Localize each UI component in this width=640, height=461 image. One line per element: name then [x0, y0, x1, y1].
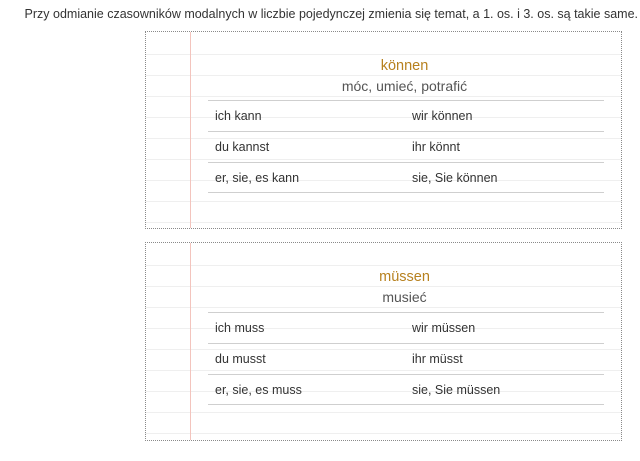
conjugation-table	[208, 100, 604, 193]
conjugation-card-koennen	[145, 31, 622, 229]
singular-form: du musst	[215, 352, 266, 366]
verb-title: können	[380, 58, 429, 74]
table-row	[208, 374, 604, 405]
table-row	[208, 131, 604, 162]
table-row	[208, 343, 604, 374]
verb-translation: móc, umieć, potrafić	[341, 78, 468, 94]
intro-text: Przy odmianie czasowników modalnych w liczbie pojedynczej zmienia się temat, a 1. os. i 3. os. są takie same.	[24, 7, 638, 21]
plural-form: wir können	[412, 109, 473, 123]
singular-form: du kannst	[215, 140, 270, 154]
plural-form: wir müssen	[412, 321, 476, 335]
plural-form: sie, Sie müssen	[412, 383, 501, 397]
verb-translation: musieć	[382, 289, 427, 305]
plural-form: sie, Sie können	[412, 171, 498, 185]
plural-form: ihr könnt	[412, 140, 460, 154]
margin-line	[190, 32, 191, 228]
singular-form: er, sie, es muss	[215, 383, 302, 397]
table-row	[208, 162, 604, 193]
table-row	[208, 100, 604, 131]
conjugation-table	[208, 312, 604, 405]
table-row	[208, 312, 604, 343]
verb-title: müssen	[379, 269, 430, 285]
plural-form: ihr müsst	[412, 352, 463, 366]
conjugation-card-muessen	[145, 242, 622, 441]
singular-form: ich kann	[215, 109, 262, 123]
margin-line	[190, 243, 191, 440]
singular-form: er, sie, es kann	[215, 171, 300, 185]
singular-form: ich muss	[215, 321, 265, 335]
